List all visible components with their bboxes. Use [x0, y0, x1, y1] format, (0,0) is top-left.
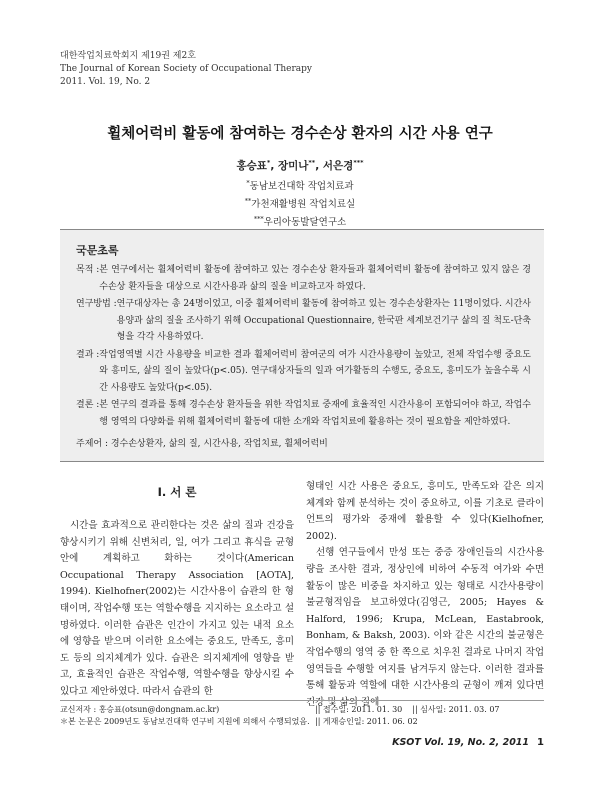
abstract-label: 목적 : [76, 265, 100, 275]
abstract-item [76, 397, 531, 430]
abstract-text: 연구대상자는 총 24명이었고, 이중 휠체어럭비 활동에 참여하고 있는 경수손상환자는 11명이었다. 시간사용양과 삶의 질을 조사하기 위해 Occupational Questionnaire, 한국판 세계보건기구 삶의 질 척도-단축형을 각각 사용하였다. [116, 299, 532, 342]
abstract-text: 작업영역별 시간 사용량을 비교한 결과 휠체어럭비 참여군의 여가 시간사용량이 높았고, 전체 작업수행 중요도와 흥미도, 삶의 질이 높았다(p<.05). 연구대상자들의 일과 여가활동의 수행도, 중요도, 흥미도가 높을수록 시간 사용량도 높았다(p<.05). [99, 349, 531, 393]
received-date: || 접수일: 2011. 01. 30 [315, 705, 403, 714]
affiliation-list [0, 176, 600, 230]
author-name: 장미나 [277, 160, 309, 172]
author-mark: ** [308, 158, 316, 167]
author-name: 서은경 [322, 160, 354, 172]
abstract-item [76, 296, 531, 346]
journal-header [60, 50, 312, 89]
footnotes [60, 700, 544, 727]
corresponding-author: 교신저자 : 홍승표(otsun@dongnam.ac.kr) [60, 705, 220, 714]
keywords-label: 주제어 : [76, 439, 111, 449]
abstract-item [76, 262, 531, 295]
affiliation-text: 동남보건대학 작업치료과 [249, 181, 354, 193]
affiliation-text: 가천재활병원 작업치료실 [251, 199, 356, 211]
abstract-label: 결과 : [76, 349, 100, 360]
abstract-heading: 국문초록 [76, 244, 119, 257]
affiliation [0, 212, 600, 230]
page-number: 1 [537, 737, 544, 748]
affiliation-mark: * [246, 179, 250, 187]
footnote-row [60, 704, 544, 716]
page-footer [392, 737, 544, 748]
body-column-right [306, 479, 544, 711]
author-mark: *** [353, 158, 364, 167]
journal-korean-name: 대한작업치료학회지 제19권 제2호 [60, 51, 196, 61]
author-separator: , [270, 160, 278, 172]
footer-journal: KSOT Vol. 19, No. 2, 2011 [392, 737, 530, 748]
affiliation [0, 194, 600, 212]
funding-note: ＊본 논문은 2009년도 동남보건대학 연구비 지원에 의해서 수행되었음. [60, 716, 310, 726]
author-name: 홍승표 [236, 160, 267, 172]
review-date: || 심사일: 2011. 03. 07 [412, 705, 500, 714]
abstract-body [76, 262, 531, 431]
abstract-text: 본 연구에서는 휠체어럭비 활동에 참여하고 있는 경수손상 환자들과 휠체어럭비 활동에 참여하고 있지 않은 경수손상 환자들을 대상으로 시간사용과 삶의 질을 비교하고자 하였다. [99, 265, 531, 292]
body-column-left: 시간을 효과적으로 관리한다는 것은 삶의 질과 건강을 향상시키기 위해 신변처리, 일, 여가 그리고 휴식을 균형 안에 계획하고 화하는 것이다(American Occupational Therapy Association [AOTA], 1994). Kielhofner(2002)는 시간사용이 습관의 한 형태이며, 작업수행 또는 역할수행을 지지하는 요소라고 설명하였다. 이러한 습관은 인간이 가지고 있는 내적 요소에 영향을 받으며 이러한 요소에는 중요도, 만족도, 흥미도 등의 의지체계가 있다. 습관은 의지체계에 영향을 받고, 효율적인 습관은 작업수행, 역할수행을 향상시킬 수 있다고 제안하였다. 따라서 습관의 한 [60, 520, 294, 697]
abstract-item [76, 347, 531, 397]
accepted-date: || 게재승인일: 2011. 06. 02 [315, 716, 418, 726]
body-paragraph: 선행 연구들에서 만성 또는 중증 장애인들의 시간사용량을 조사한 결과, 정상인에 비하여 수동적 여가와 수면 활동이 많은 비중을 차지하고 있는 형태로 시간사용량이 불균형적임을 보고하였다(김영근, 2005; Hayes & Halford, 1996; Krupa, McLean, Eastabrook, Bonham, & Baksh, 2003). 이와 같은 시간의 불균형은 작업수행의 영역 중 한 쪽으로 치우친 결과로 나머지 작업영역들을 수행할 여지를 남겨두지 않는다. 이러한 결과를 통해 활동과 역할에 대한 시간사용의 균형이 깨져 있다면 건강 및 삶의 질에 [306, 547, 544, 708]
author-mark: * [266, 158, 271, 167]
author-list [0, 158, 600, 173]
abstract-label: 결론 : [76, 400, 100, 410]
section-heading: I. 서 론 [157, 485, 197, 499]
abstract-box [60, 229, 544, 462]
body-paragraph: 형태인 시간 사용은 중요도, 흥미도, 만족도와 같은 의지체계와 함께 분석하는 것이 중요하고, 이를 기초로 클라이언트의 평가와 중재에 활용할 수 있다(Kielhofner, 2002). [306, 481, 544, 542]
journal-volume-info: 2011. Vol. 19, No. 2 [60, 77, 151, 87]
abstract-label: 연구방법 : [76, 299, 117, 309]
paper-title: 휠체어럭비 활동에 참여하는 경수손상 환자의 시간 사용 연구 [107, 126, 493, 142]
footnote-row [60, 716, 544, 728]
affiliation-mark: *** [253, 215, 264, 224]
affiliation [0, 176, 600, 194]
abstract-keywords [76, 436, 328, 449]
affiliation-mark: ** [244, 197, 252, 206]
affiliation-text: 우리아동발달연구소 [263, 217, 347, 229]
journal-english-name: The Journal of Korean Society of Occupational Therapy [60, 64, 313, 74]
author-separator: , [315, 160, 323, 172]
abstract-text: 본 연구의 결과를 통해 경수손상 환자들을 위한 작업치료 중재에 효율적인 시간사용이 포함되어야 하고, 작업수행 영역의 다양화를 위해 휠체어럭비 활동에 대한 소개와 작업치료에 활용하는 것이 필요함을 제안하였다. [99, 400, 531, 427]
keywords-text: 경수손상환자, 삶의 질, 시간사용, 작업치료, 휠체어럭비 [110, 439, 328, 449]
